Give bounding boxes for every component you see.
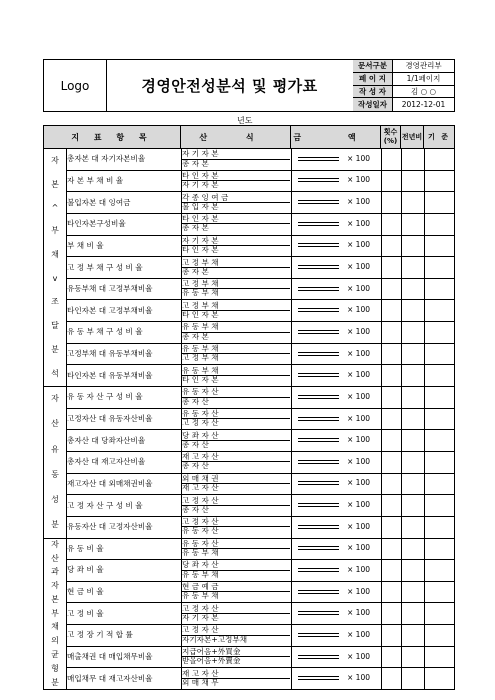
- meta-row-author: [353, 86, 454, 99]
- multiplier-label: × 100: [347, 370, 370, 380]
- formula-cell: [182, 626, 290, 643]
- multiplier-label: × 100: [347, 435, 370, 445]
- formula-cell: [182, 670, 290, 687]
- group-label-char: 의: [51, 636, 59, 646]
- group-label-char: 균: [51, 650, 59, 660]
- indicator-cell: 재고자산 대 외매채권비율: [67, 478, 153, 488]
- indicator-cell: 고 정 자 산 구 성 비 율: [67, 500, 143, 510]
- formula-denominator: 고 정 자 산: [182, 418, 219, 428]
- formula-denominator: 자기자본+고정부채: [182, 634, 248, 644]
- formula-denominator: 총 자 본: [182, 266, 209, 276]
- meta-value: 김 ○ ○: [410, 86, 437, 96]
- group-label-char: v: [52, 273, 58, 283]
- formula-cell: [182, 345, 290, 362]
- table-header: [44, 126, 454, 149]
- meta-value: 경영관리부: [405, 61, 442, 71]
- formula-denominator: 자 기 자 본: [182, 612, 219, 622]
- meta-row-category: [353, 60, 454, 73]
- formula-cell: [182, 194, 290, 211]
- year-label: 년도: [237, 116, 253, 125]
- group-label: [44, 148, 66, 386]
- formula-numerator: 유 동 자 산: [182, 540, 290, 549]
- document-title: 경영안전성분석 및 평가표: [106, 60, 354, 111]
- formula-cell: [182, 172, 290, 189]
- formula-numerator: 자 기 자 본: [182, 150, 290, 159]
- group-label-char: 산: [51, 419, 59, 429]
- formula-numerator: 현 금 예 금: [182, 583, 290, 592]
- meta-key: 페 이 지: [353, 73, 393, 85]
- formula-numerator: 유 동 부 채: [182, 367, 290, 376]
- indicator-cell: 당 좌 비 율: [67, 565, 104, 575]
- formula-cell: [182, 648, 290, 665]
- formula-denominator: 타 인 자 본: [182, 374, 219, 384]
- formula-denominator: 총 자 산: [182, 439, 209, 449]
- formula-numerator: 자 기 자 본: [182, 237, 290, 246]
- indicator-cell: 부 채 비 율: [67, 240, 104, 250]
- multiplier-label: × 100: [347, 283, 370, 293]
- formula-denominator: 총 자 본: [182, 331, 209, 341]
- formula-numerator: 고 정 자 산: [182, 605, 290, 614]
- indicator-cell: 유 동 비 율: [67, 543, 104, 553]
- group-label-char: 본: [51, 594, 59, 604]
- formula-numerator: 고 정 부 채: [182, 302, 290, 311]
- column-indicator: 지 표 항 목: [44, 126, 181, 148]
- indicator-cell: 총자본 대 자기자본비율: [67, 154, 146, 164]
- formula-cell: [182, 259, 290, 276]
- indicator-cell: 매출채권 대 매입채무비율: [67, 652, 153, 662]
- multiplier-label: × 100: [347, 651, 370, 661]
- formula-cell: [182, 497, 290, 514]
- column-count: 횟수 (%): [381, 126, 401, 148]
- meta-key: 문서구분: [353, 60, 393, 72]
- formula-cell: [182, 280, 290, 297]
- formula-cell: [182, 215, 290, 232]
- multiplier-label: × 100: [347, 413, 370, 423]
- formula-cell: [182, 323, 290, 340]
- multiplier-label: × 100: [347, 305, 370, 315]
- indicator-cell: 타인자본구성비율: [67, 219, 126, 229]
- formula-numerator: 유 동 자 산: [182, 410, 290, 419]
- multiplier-label: × 100: [347, 326, 370, 336]
- formula-denominator: 불 입 자 본: [182, 201, 219, 211]
- formula-numerator: 타 인 자 본: [182, 215, 290, 224]
- formula-denominator: 총 자 산: [182, 461, 209, 471]
- formula-cell: [182, 453, 290, 470]
- multiplier-label: × 100: [347, 478, 370, 488]
- formula-cell: [182, 518, 290, 535]
- multiplier-label: × 100: [347, 500, 370, 510]
- formula-denominator: 총 자 산: [182, 504, 209, 514]
- formula-cell: [182, 605, 290, 622]
- indicator-cell: 고정부채 대 유동부채비율: [67, 349, 153, 359]
- multiplier-label: × 100: [347, 543, 370, 553]
- multiplier-label: × 100: [347, 456, 370, 466]
- indicator-cell: 유 동 자 산 구 성 비 율: [67, 392, 143, 402]
- formula-cell: [182, 388, 290, 405]
- formula-numerator: 유 동 자 산: [182, 388, 290, 397]
- group-label-char: 자: [51, 394, 59, 404]
- formula-cell: [182, 237, 290, 254]
- group-label-char: 분: [51, 345, 59, 355]
- indicator-cell: 자 본 부 채 비 율: [67, 175, 124, 185]
- group-label-char: 유: [51, 444, 59, 454]
- indicator-cell: 불입자본 대 잉여금: [67, 197, 131, 207]
- column-divider: [291, 148, 292, 689]
- formula-denominator: 고 정 부 채: [182, 353, 219, 363]
- formula-denominator: 타 인 자 본: [182, 245, 219, 255]
- formula-denominator: 받을어음+外賣金: [182, 656, 241, 666]
- group-label-char: 자: [51, 155, 59, 165]
- group-label-char: ^: [51, 203, 59, 212]
- multiplier-label: × 100: [347, 564, 370, 574]
- formula-numerator: 고 정 자 산: [182, 497, 290, 506]
- multiplier-label: × 100: [347, 218, 370, 228]
- formula-cell: [182, 561, 290, 578]
- group-label-char: 부: [51, 226, 59, 236]
- indicator-cell: 매입채무 대 재고자산비율: [67, 673, 153, 683]
- formula-cell: [182, 475, 290, 492]
- group-label-char: 채: [51, 250, 59, 260]
- column-divider: [381, 148, 382, 689]
- column-prev-year: 전년비: [401, 126, 424, 148]
- multiplier-label: × 100: [347, 586, 370, 596]
- multiplier-label: × 100: [347, 608, 370, 618]
- formula-cell: [182, 150, 290, 167]
- indicator-cell: 고정자산 대 유동자산비율: [67, 413, 153, 423]
- formula-numerator: 당 좌 자 산: [182, 432, 290, 441]
- formula-denominator: 유 동 자 산: [182, 526, 219, 536]
- meta-row-page: [353, 73, 454, 86]
- indicator-cell: 현 금 비 율: [67, 587, 104, 597]
- formula-numerator: 지급어음+外買金: [182, 648, 290, 657]
- group-label-char: 자: [51, 539, 59, 549]
- meta-key: 작 성 자: [353, 86, 393, 98]
- document-header: [43, 59, 455, 112]
- formula-cell: [182, 540, 290, 557]
- meta-value: 1/1페이지: [406, 74, 441, 84]
- group-label-char: 성: [51, 495, 59, 505]
- formula-numerator: 유 동 부 채: [182, 345, 290, 354]
- group-label: [44, 538, 66, 689]
- multiplier-label: × 100: [347, 175, 370, 185]
- formula-cell: [182, 367, 290, 384]
- formula-numerator: 고 정 자 산: [182, 518, 290, 527]
- formula-numerator: 타 인 자 본: [182, 172, 290, 181]
- multiplier-label: × 100: [347, 391, 370, 401]
- column-divider: [401, 148, 402, 689]
- group-label-char: 자: [51, 581, 59, 591]
- formula-numerator: 고 정 부 채: [182, 280, 290, 289]
- multiplier-label: × 100: [347, 629, 370, 639]
- formula-denominator: 자 기 자 본: [182, 180, 219, 190]
- indicator-cell: 타인자본 대 유동부채비율: [67, 370, 153, 380]
- group-label-char: 산: [51, 553, 59, 563]
- formula-cell: [182, 432, 290, 449]
- formula-cell: [182, 583, 290, 600]
- group-label-char: 달: [51, 321, 59, 331]
- formula-numerator: 당 좌 자 산: [182, 561, 290, 570]
- formula-denominator: 유 동 부 채: [182, 288, 219, 298]
- formula-denominator: 유 동 부 채: [182, 548, 219, 558]
- analysis-table: [43, 125, 455, 690]
- indicator-cell: 유 동 부 채 구 성 비 율: [67, 327, 143, 337]
- group-label-char: 채: [51, 622, 59, 632]
- group-label-char: 분: [51, 520, 59, 530]
- indicator-cell: 총자산 대 재고자산비율: [67, 457, 146, 467]
- formula-cell: [182, 302, 290, 319]
- formula-denominator: 유 동 부 채: [182, 569, 219, 579]
- meta-value: 2012-12-01: [401, 100, 446, 110]
- multiplier-label: × 100: [347, 521, 370, 531]
- column-amount: 금 액: [291, 126, 381, 148]
- group-label-char: 석: [51, 369, 59, 379]
- multiplier-label: × 100: [347, 348, 370, 358]
- meta-row-date: [353, 98, 454, 111]
- formula-numerator: 재 고 자 산: [182, 670, 290, 679]
- formula-numerator: 각 종 잉 여 금: [182, 194, 290, 203]
- formula-denominator: 총 자 본: [182, 158, 209, 168]
- indicator-cell: 타인자본 대 고정부채비율: [67, 305, 153, 315]
- indicator-cell: 고 정 비 율: [67, 608, 104, 618]
- group-label-char: 분: [51, 677, 59, 687]
- formula-denominator: 외 매 채 무: [182, 677, 219, 687]
- indicator-cell: 총자산 대 당좌자산비율: [67, 435, 146, 445]
- column-divider: [424, 148, 425, 689]
- group-label-char: 부: [51, 608, 59, 618]
- formula-numerator: 재 고 자 산: [182, 453, 290, 462]
- document-meta-table: [353, 60, 454, 111]
- formula-denominator: 유 동 부 채: [182, 591, 219, 601]
- indicator-cell: 고 정 장 기 적 합 률: [67, 630, 133, 640]
- group-label-char: 조: [51, 296, 59, 306]
- meta-key: 작성일자: [353, 98, 393, 111]
- group-label-char: 본: [51, 179, 59, 189]
- formula-numerator: 고 정 자 산: [182, 626, 290, 635]
- formula-denominator: 타 인 자 본: [182, 310, 219, 319]
- multiplier-label: × 100: [347, 673, 370, 683]
- formula-denominator: 총 자 본: [182, 223, 209, 233]
- formula-cell: [182, 410, 290, 427]
- multiplier-label: × 100: [347, 262, 370, 272]
- group-label-char: 동: [51, 469, 59, 479]
- column-formula: 산 식: [181, 126, 291, 148]
- formula-denominator: 총 자 산: [182, 396, 209, 406]
- group-label-char: 형: [51, 663, 59, 673]
- multiplier-label: × 100: [347, 197, 370, 207]
- formula-denominator: 재 고 자 산: [182, 483, 219, 493]
- indicator-cell: 유동부채 대 고정부채비율: [67, 284, 153, 294]
- formula-numerator: 고 정 부 채: [182, 259, 290, 268]
- column-standard: 기 준: [428, 132, 450, 141]
- multiplier-label: × 100: [347, 240, 370, 250]
- group-label-char: 과: [51, 567, 59, 577]
- indicator-cell: 유동자산 대 고정자산비율: [67, 522, 153, 532]
- group-label: [44, 386, 66, 537]
- multiplier-label: × 100: [347, 153, 370, 163]
- indicator-cell: 고 정 부 채 구 성 비 율: [67, 262, 143, 272]
- formula-numerator: 유 동 부 채: [182, 323, 290, 332]
- formula-numerator: 외 매 채 권: [182, 475, 290, 484]
- logo: Logo: [44, 60, 107, 111]
